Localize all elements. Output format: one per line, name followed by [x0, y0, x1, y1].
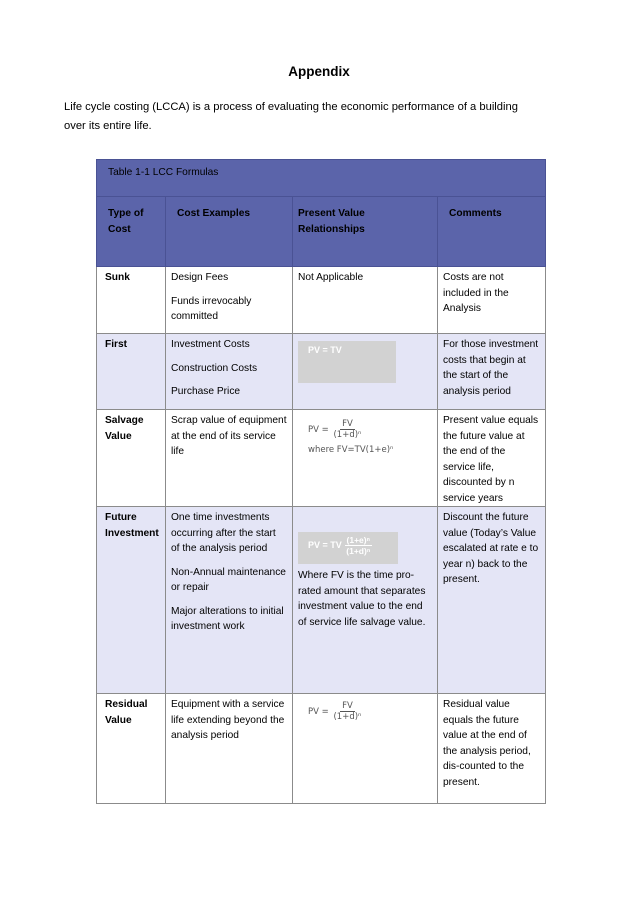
page-title: Appendix — [288, 64, 350, 79]
examples-cell: Design Fees Funds irrevocably committed — [166, 267, 293, 334]
comment-cell: Discount the future value (Today’s Value escalated at rate e to year n) back to the present. — [438, 507, 546, 694]
table-row-residual — [97, 694, 546, 804]
examples-cell: Equipment with a service life extending beyond the analysis period — [166, 694, 293, 804]
formula-image: PV = $\frac{FV}{\text{(1+d)ⁿ}}$ — [308, 701, 362, 722]
examples-cell: One time investments occurring after the start of the analysis period Non-Annual maintenance or repair Major alterations to initial investment work — [166, 507, 293, 694]
formula-note: Where FV is the time pro-rated amount that separates investment value to the end of service life salvage value. — [298, 570, 426, 628]
type-cell: Residual Value — [97, 694, 166, 804]
examples-cell: Investment Costs Construction Costs Purchase Price — [166, 334, 293, 410]
table-row-first — [97, 334, 546, 410]
intro-paragraph — [64, 98, 564, 136]
pv-cell — [293, 334, 438, 410]
formula-image: PV = $\frac{FV}{\text{(1+d)ⁿ}}$ where FV=TV(1+e)ⁿ — [308, 419, 394, 455]
intro-line: over its entire life. — [64, 120, 152, 132]
type-cell: Salvage Value — [97, 410, 166, 507]
table-row-future-investment — [97, 507, 546, 694]
type-cell: Future Investment — [97, 507, 166, 694]
type-cell: Sunk — [97, 267, 166, 334]
comment-cell: Costs are not included in the Analysis — [438, 267, 546, 334]
pv-cell — [293, 507, 438, 694]
header-comments: Comments — [438, 197, 546, 267]
lcc-formulas-table — [96, 159, 546, 804]
formula-image: PV = TV — [298, 341, 396, 383]
comment-cell: Present value equals the future value at the end of the service life, discounted by n service years — [438, 410, 546, 507]
pv-cell: Not Applicable — [293, 267, 438, 334]
header-present-value: Present Value Relationships — [293, 197, 438, 267]
pv-cell — [293, 694, 438, 804]
header-cost-examples: Cost Examples — [166, 197, 293, 267]
intro-line: Life cycle costing (LCCA) is a process of evaluating the economic performance of a building — [64, 101, 518, 113]
table-caption: Table 1-1 LCC Formulas — [97, 160, 546, 197]
formula-image: PV = TV $\frac{\text{(1+e)ⁿ}}{\text{(1+d)ⁿ}}$ — [298, 532, 398, 564]
comment-cell: Residual value equals the future value at the end of the analysis period, dis-counted to the present. — [438, 694, 546, 804]
pv-cell — [293, 410, 438, 507]
table-header-row — [97, 197, 546, 267]
header-type-of-cost: Type of Cost — [97, 197, 166, 267]
table-row-salvage — [97, 410, 546, 507]
type-cell: First — [97, 334, 166, 410]
comment-cell: For those investment costs that begin at the start of the analysis period — [438, 334, 546, 410]
table-caption-row — [97, 160, 546, 197]
examples-cell: Scrap value of equipment at the end of its service life — [166, 410, 293, 507]
table-row-sunk — [97, 267, 546, 334]
